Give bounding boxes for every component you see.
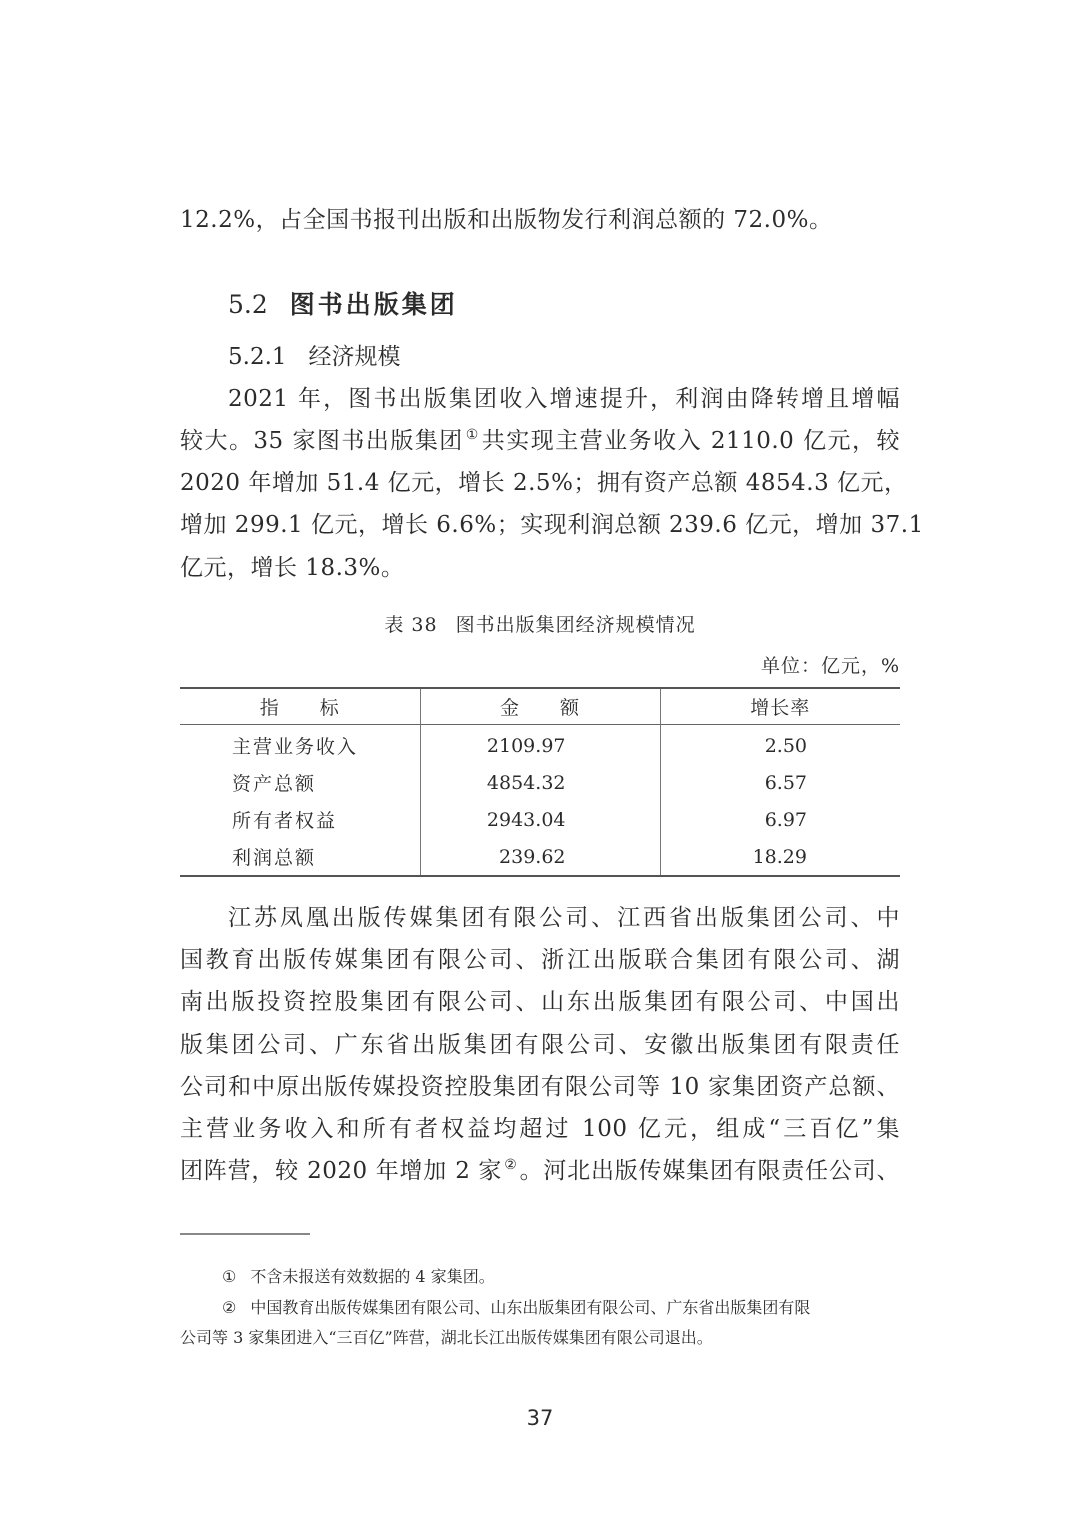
subsection-number: 5.2.1: [228, 344, 287, 370]
row-amount: 2943.04: [420, 801, 660, 838]
text-run: 较大。35 家图书出版集团: [180, 428, 464, 454]
footnote-mark: ②: [222, 1298, 237, 1317]
table-number: 表 38: [384, 614, 438, 636]
paragraph-line: 国教育出版传媒集团有限公司、浙江出版联合集团有限公司、湖: [180, 947, 900, 973]
footnote-ref-2[interactable]: ②: [504, 1157, 518, 1174]
table-row: [180, 801, 900, 838]
footnote-2-continuation: 公司等 3 家集团进入“三百亿”阵营，湖北长江出版传媒集团有限公司退出。: [180, 1328, 713, 1347]
section-number: 5.2: [228, 290, 268, 319]
row-label: 利润总额: [232, 847, 317, 869]
paragraph-line: 版集团公司、广东省出版集团有限公司、安徽出版集团有限责任: [180, 1032, 900, 1058]
paragraph-line: 12.2%，占全国书报刊出版和出版物发行利润总额的 72.0%。: [180, 207, 833, 233]
table-row: [180, 725, 900, 765]
table-row: [180, 838, 900, 876]
table-title: 图书出版集团经济规模情况: [455, 614, 696, 636]
footnote-ref-1[interactable]: ①: [465, 427, 480, 444]
text-run: 团阵营，较 2020 年增加 2 家: [180, 1158, 503, 1184]
paragraph-line: 2021 年，图书出版集团收入增速提升，利润由降转增且增幅: [228, 386, 900, 412]
section-heading: [228, 289, 458, 321]
subsection-heading: [228, 342, 401, 372]
footnote-divider: [180, 1233, 310, 1235]
paragraph-line: 增加 299.1 亿元，增长 6.6%；实现利润总额 239.6 亿元，增加 37.1: [180, 512, 924, 538]
section-title: 图书出版集团: [289, 290, 458, 319]
row-label: 所有者权益: [232, 810, 338, 832]
subsection-title: 经济规模: [308, 344, 401, 370]
table-unit: 单位：亿元，%: [760, 655, 900, 677]
paragraph-line: [180, 1156, 900, 1186]
table-caption: [0, 612, 1080, 638]
text-run: 。河北出版传媒集团有限责任公司、: [519, 1158, 900, 1184]
header-growth-rate: 增长率: [660, 688, 900, 725]
paragraph-line: [180, 426, 900, 456]
row-rate: 6.97: [660, 801, 900, 838]
header-indicator: 指 标: [180, 688, 420, 725]
row-rate: 2.50: [660, 725, 900, 765]
footnote-2: [180, 1297, 900, 1319]
footnote-text: 不含未报送有效数据的 4 家集团。: [250, 1267, 495, 1286]
table-row: [180, 764, 900, 801]
paragraph-line: 南出版投资控股集团有限公司、山东出版集团有限公司、中国出: [180, 989, 900, 1015]
paragraph-line: 亿元，增长 18.3%。: [180, 555, 405, 581]
text-run: 共实现主营业务收入 2110.0 亿元，较: [481, 428, 900, 454]
row-amount: 4854.32: [420, 764, 660, 801]
table-header-row: [180, 688, 900, 725]
header-amount: 金 额: [420, 688, 660, 725]
row-amount: 239.62: [420, 838, 660, 876]
economic-scale-table: [180, 687, 900, 877]
row-rate: 18.29: [660, 838, 900, 876]
paragraph-line: 主营业务收入和所有者权益均超过 100 亿元，组成“三百亿”集: [180, 1116, 900, 1142]
row-amount: 2109.97: [420, 725, 660, 765]
footnote-1: [180, 1266, 900, 1288]
paragraph-line: 公司和中原出版传媒投资控股集团有限公司等 10 家集团资产总额、: [180, 1074, 900, 1100]
paragraph-line: 2020 年增加 51.4 亿元，增长 2.5%；拥有资产总额 4854.3 亿元，: [180, 470, 908, 496]
paragraph-line: 江苏凤凰出版传媒集团有限公司、江西省出版集团公司、中: [228, 905, 900, 931]
footnote-text: 中国教育出版传媒集团有限公司、山东出版集团有限公司、广东省出版集团有限: [250, 1298, 811, 1317]
row-label: 资产总额: [232, 773, 317, 795]
row-rate: 6.57: [660, 764, 900, 801]
row-label: 主营业务收入: [232, 736, 359, 758]
footnote-mark: ①: [222, 1267, 237, 1286]
page-number: 37: [526, 1406, 554, 1430]
